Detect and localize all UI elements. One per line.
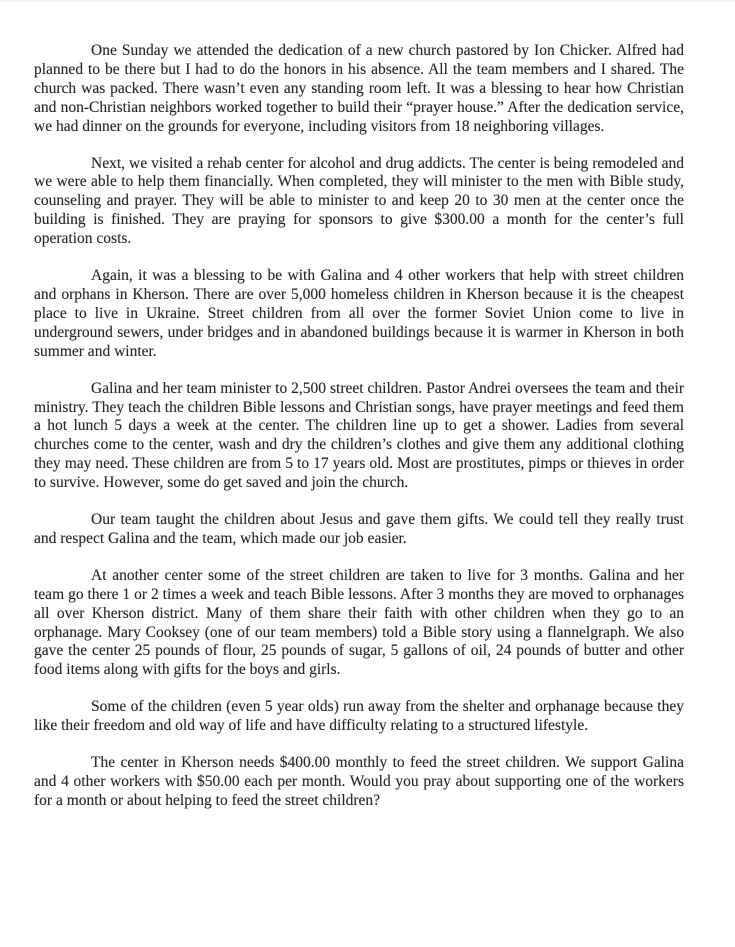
paragraph-support-request: The center in Kherson needs $400.00 monthly to feed the street children. We support Galina and 4 other workers with $50.00 each per month. Would you pray about supporting one of the workers for a month or about helping to feed the street children? — [34, 754, 684, 809]
paragraph-runaways: Some of the children (even 5 year olds) run away from the shelter and orphanage because they like their freedom and old way of life and have difficulty relating to a structured lifestyle. — [34, 698, 684, 735]
paragraph-church-dedication: One Sunday we attended the dedication of a new church pastored by Ion Chicker. Alfred had planned to be there but I had to do the honors in his absence. All the team members and I shared. The church was packed. There wasn’t even any standing room left. It was a blessing to hear how Christian and non-Christian neighbors worked together to build their “prayer house.” After the dedication service, we had dinner on the grounds for everyone, including visitors from 18 neighboring villages. — [34, 42, 684, 135]
letter-body — [34, 42, 684, 811]
paragraph-team-ministry: Galina and her team minister to 2,500 street children. Pastor Andrei oversees the team and their ministry. They teach the children Bible lessons and Christian songs, have prayer meetings and feed them a hot lunch 5 days a week at the center. The children line up to get a shower. Ladies from several churches come to the center, wash and dry the children’s clothes and give them any additional clothing they may need. These children are from 5 to 17 years old. Most are prostitutes, pimps or thieves in order to survive. However, some do get saved and join the church. — [34, 379, 684, 492]
paragraph-rehab-center: Next, we visited a rehab center for alcohol and drug addicts. The center is being remodeled and we were able to help them financially. When completed, they will minister to the men with Bible study, counseling and prayer. They will be able to minister to and keep 20 to 30 men at the center once the building is finished. They are praying for sponsors to give $300.00 a month for the center’s full operation costs. — [34, 154, 684, 248]
paragraph-gifts: Our team taught the children about Jesus and gave them gifts. We could tell they really trust and respect Galina and the team, which made our job easier. — [34, 511, 684, 547]
paragraph-galina-street-children: Again, it was a blessing to be with Galina and 4 other workers that help with street children and orphans in Kherson. There are over 5,000 homeless children in Kherson because it is the cheapest place to live in Ukraine. Street children from all over the former Soviet Union come to live in underground sewers, under bridges and in abandoned buildings because it is warmer in Kherson in both summer and winter. — [34, 267, 684, 360]
paragraph-another-center: At another center some of the street children are taken to live for 3 months. Galina and her team go there 1 or 2 times a week and teach Bible lessons. After 3 months they are moved to orphanages all over Kherson district. Many of them share their faith with other children when they go to an orphanage. Mary Cooksey (one of our team members) told a Bible story using a flannelgraph. We also gave the center 25 pounds of flour, 25 pounds of sugar, 5 gallons of oil, 24 pounds of butter and other food items along with gifts for the boys and girls. — [34, 566, 684, 679]
